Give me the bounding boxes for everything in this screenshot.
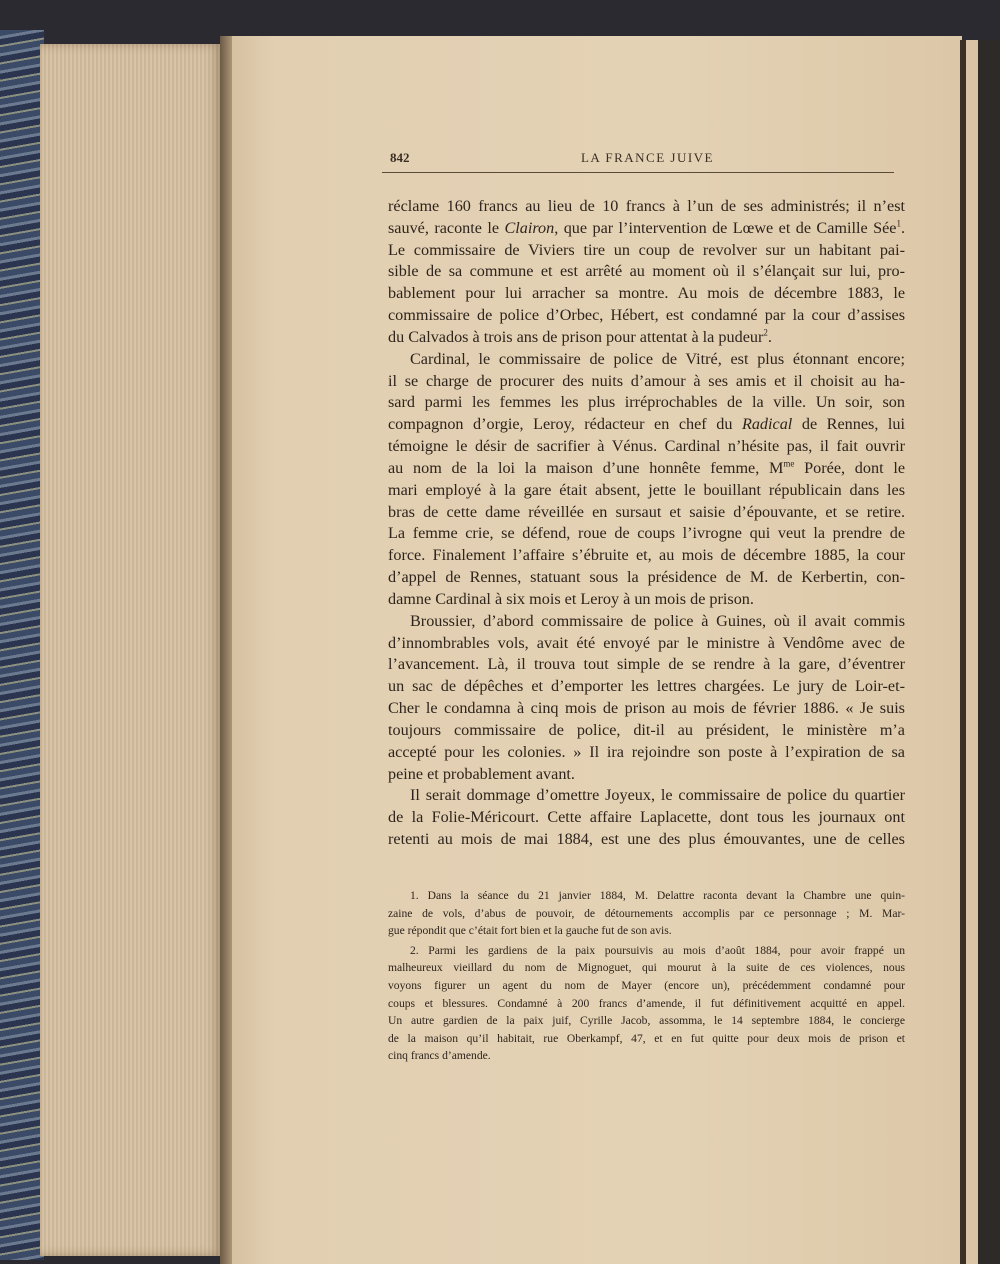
footnote-line: 2. Parmi les gardiens de la paix poursuivis au mois d’août 1884, pour avoir frappé un — [410, 943, 905, 957]
running-title: LA FRANCE JUIVE — [580, 150, 714, 165]
text-line: témoigne le désir de sacrifier à Vénus. Cardinal n’hésite pas, il fait ouvrir — [388, 437, 905, 456]
text-line: sard parmi les femmes les plus irréprochables de la ville. Un soir, son — [388, 393, 905, 412]
text-line: Le commissaire de Viviers tire un coup de revolver sur un habitant pai- — [388, 240, 905, 259]
text-line: accepté pour les colonies. » Il ira rejoindre son poste à l’expiration de sa — [388, 742, 905, 761]
footnotes — [388, 887, 905, 1065]
text-line: Broussier, d’abord commissaire de police à Guines, où il avait commis — [410, 611, 905, 630]
footnote-line: Un autre gardien de la paix juif, Cyrille Jacob, assomma, le 14 septembre 1884, le concierge — [388, 1014, 905, 1028]
text-line: toujours commissaire de police, dit-il au président, le ministère m’a — [388, 720, 905, 739]
footnote-line: malheureux vieillard du nom de Mignoguet, qui mourut à la suite de ces violences, nous — [388, 961, 905, 975]
page-number: 842 — [390, 150, 410, 165]
text-line: au nom de la loi la maison d’une honnête femme, $M^{me}$ Porée, dont le — [388, 458, 906, 477]
right-page-edge — [960, 40, 1000, 1264]
text-line: l’avancement. Là, il trouva tout simple de se rendre à la gare, d’éventrer — [388, 655, 905, 674]
running-header — [390, 150, 905, 168]
text-line: sauvé, raconte le Clairon, que par l’intervention de Lœwe et de Camille Sée$^1$. — [388, 218, 905, 237]
text-line: bras de cette dame réveillée en sursaut et saisie d’épouvante, et se retire. — [388, 502, 905, 521]
footnote-line: coups et blessures. Condamné à 200 francs d’amende, il fut définitivement acquitté en appel. — [388, 996, 905, 1010]
text-line: d’appel de Rennes, statuant sous la présidence de M. de Kerbertin, con- — [388, 568, 905, 587]
footnote-line: zaine de vols, d’abus de pouvoir, de détournements accomplis par ce personnage ; M. Mar- — [388, 906, 905, 920]
text-line: damne Cardinal à six mois et Leroy à un mois de prison. — [388, 589, 754, 608]
text-line: peine et probablement avant. — [388, 764, 575, 783]
text-line: du Calvados à trois ans de prison pour attentat à la pudeur$^2$. — [388, 327, 772, 346]
text-line: compagnon d’orgie, Leroy, rédacteur en chef du Radical de Rennes, lui — [388, 415, 905, 434]
header-rule — [382, 172, 894, 173]
footnote-line: de la maison qu’il habitait, rue Oberkampf, 47, et en fut quitte pour deux mois de prison et — [388, 1031, 905, 1045]
text-line: sible de sa commune et est arrêté au moment où il s’élançait sur lui, pro- — [388, 262, 905, 281]
text-line: force. Finalement l’affaire s’ébruite et, au mois de décembre 1885, la cour — [388, 546, 905, 565]
book-cover-marbled — [0, 30, 44, 1260]
main-text — [388, 196, 905, 851]
text-line: retenti au mois de mai 1884, est une des plus émouvantes, une de celles — [388, 830, 905, 849]
text-line: commissaire de police d’Orbec, Hébert, est condamné par la cour d’assises — [388, 306, 905, 325]
text-line: Cardinal, le commissaire de police de Vitré, est plus étonnant encore; — [410, 349, 905, 368]
text-line: Cher le condamna à cinq mois de prison au mois de février 1886. « Je suis — [388, 699, 905, 718]
text-line: un sac de dépêches et d’emporter les lettres chargées. Le jury de Loir-et- — [388, 677, 905, 696]
text-line: La femme crie, se défend, roue de coups l’ivrogne qui veut la prendre de — [388, 524, 905, 543]
page-block-fore-edge — [40, 44, 222, 1256]
text-line: mari employé à la gare était absent, jette le bouillant républicain dans les — [388, 480, 905, 499]
text-line: il se charge de procurer des nuits d’amour à ses amis et il choisit au ha- — [388, 371, 905, 390]
footnote-line: cinq francs d’amende. — [388, 1049, 491, 1063]
text-line: Il serait dommage d’omettre Joyeux, le commissaire de police du quartier — [410, 786, 905, 805]
footnote-line: 1. Dans la séance du 21 janvier 1884, M. Delattre raconta devant la Chambre une quin- — [410, 889, 905, 902]
footnote-line: gue répondit que c’était fort bien et la gauche fut de son avis. — [388, 924, 672, 938]
text-line: de la Folie-Méricourt. Cette affaire Laplacette, dont tous les journaux ont — [388, 808, 905, 827]
text-line: bablement pour lui arracher sa montre. Au mois de décembre 1883, le — [388, 284, 905, 303]
text-line: réclame 160 francs au lieu de 10 francs à l’un de ses administrés; il n’est — [388, 197, 905, 215]
footnote-line: voyons figurer un agent du nom de Mayer (encore un), précédemment condamné pour — [388, 978, 905, 992]
text-line: d’innombrables vols, avait été envoyé par le ministre à Vendôme avec de — [388, 633, 905, 652]
